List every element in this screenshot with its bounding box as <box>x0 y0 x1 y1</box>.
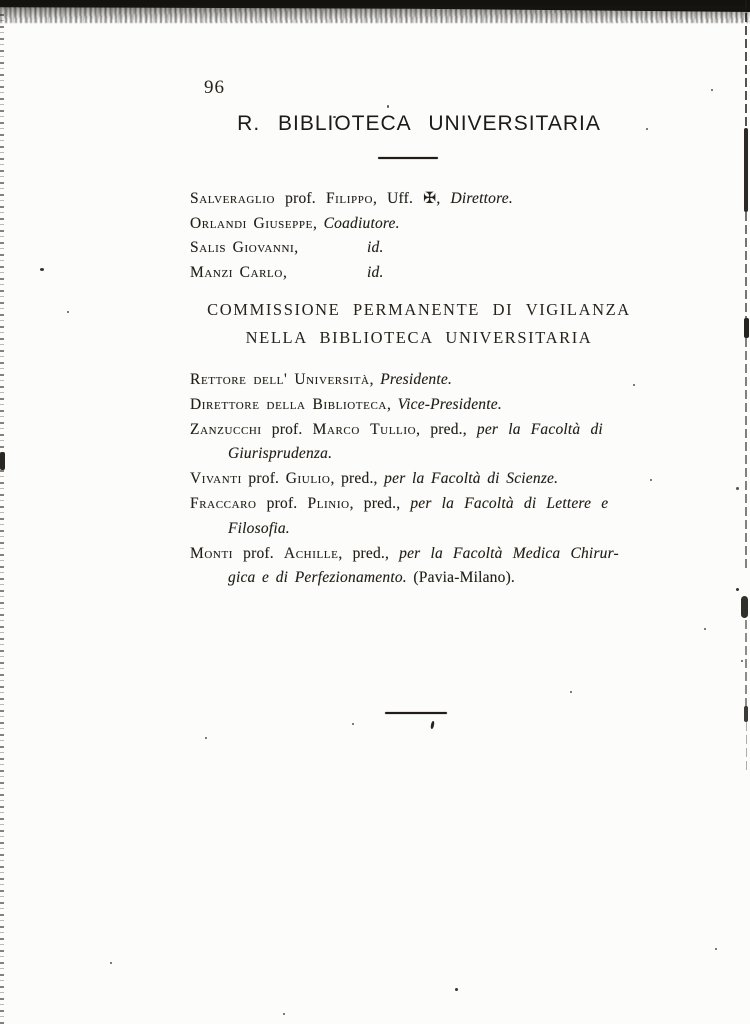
commission-entry <box>190 492 660 517</box>
person-forename: Giulio <box>285 470 331 488</box>
person-name-column <box>190 261 367 286</box>
person-separator: , pred., <box>330 470 385 488</box>
staff-entry <box>190 187 660 212</box>
person-role: per la Facoltà Medica Chirur- <box>399 544 619 562</box>
person-separator: , pred., <box>349 494 411 512</box>
person-title: prof. <box>275 190 326 207</box>
person-surname: Salis <box>190 239 227 257</box>
faculty-name: Giurisprudenza. <box>228 445 333 463</box>
person-office: Direttore della Biblioteca <box>190 395 387 413</box>
person-surname: Vivanti <box>190 470 242 488</box>
person-forename: Marco Tullio <box>312 420 417 438</box>
staff-list <box>190 187 660 285</box>
person-separator: , <box>312 214 324 232</box>
person-separator: , <box>294 239 299 257</box>
commission-list <box>190 368 660 591</box>
location-note: (Pavia-Milano). <box>406 569 516 587</box>
person-title: prof. <box>256 494 308 512</box>
person-surname: Manzi <box>190 263 234 281</box>
person-title: prof. <box>241 470 286 488</box>
staff-entry <box>190 261 660 286</box>
person-forename: Giovanni <box>232 239 295 257</box>
person-separator: , pred., <box>416 420 477 438</box>
person-separator: , <box>369 371 381 388</box>
person-separator: , pred., <box>338 544 400 562</box>
commission-entry-continuation <box>190 566 660 591</box>
person-forename: Giuseppe <box>253 214 313 232</box>
person-role: per la Facoltà di Scienze. <box>384 470 559 488</box>
commission-heading <box>188 296 650 351</box>
commission-entry <box>190 418 660 443</box>
person-separator <box>233 264 240 281</box>
person-separator: , <box>386 395 398 413</box>
person-surname: Fraccaro <box>190 494 257 512</box>
person-honors: , Uff. ✠, <box>373 190 451 207</box>
commission-entry <box>190 542 660 567</box>
person-title: prof. <box>261 420 313 438</box>
commission-heading-line2: NELLA BIBLIOTECA UNIVERSITARIA <box>245 327 593 347</box>
person-name-column <box>190 236 367 261</box>
person-role: Direttore. <box>450 190 513 207</box>
person-surname: Orlandi <box>190 214 247 232</box>
staff-entry <box>190 212 660 237</box>
person-forename: Carlo <box>239 263 283 281</box>
ink-mark <box>430 721 435 729</box>
person-role: Coadiutore. <box>323 214 400 232</box>
person-separator <box>226 239 233 256</box>
person-forename: Achille <box>283 544 339 562</box>
person-separator <box>247 215 254 232</box>
person-forename: Plinio <box>307 494 350 512</box>
person-title: prof. <box>233 544 284 562</box>
commission-entry-continuation <box>190 442 660 467</box>
person-role: per la Facoltà di <box>476 420 603 438</box>
person-surname: Zanzucchi <box>190 420 262 438</box>
person-surname: Salveraglio <box>190 190 276 207</box>
person-role: per la Facoltà di Lettere e <box>410 494 609 512</box>
person-role: Vice-Presidente. <box>397 395 502 413</box>
person-office: Rettore dell' Università <box>190 371 370 388</box>
section-divider <box>385 712 447 714</box>
person-role: id. <box>367 263 384 281</box>
faculty-name: Filosofia. <box>228 519 290 537</box>
page-number: 96 <box>204 77 225 98</box>
person-role: Presidente. <box>380 371 453 388</box>
commission-entry <box>190 393 660 418</box>
faculty-name: gica e di Perfezionamento. <box>228 569 407 587</box>
commission-heading-line1: COMMISSIONE PERMANENTE DI VIGILANZA <box>207 300 631 319</box>
person-separator: , <box>282 263 288 281</box>
commission-entry <box>190 368 660 393</box>
title-divider <box>378 157 438 159</box>
commission-entry <box>190 467 660 492</box>
commission-entry-continuation <box>190 517 660 542</box>
person-forename: Filippo <box>325 190 373 207</box>
person-surname: Monti <box>190 544 234 562</box>
page-title: R. BIBLIOTECA UNIVERSITARIA <box>237 112 601 135</box>
staff-entry <box>190 236 660 261</box>
person-role: id. <box>367 239 384 257</box>
